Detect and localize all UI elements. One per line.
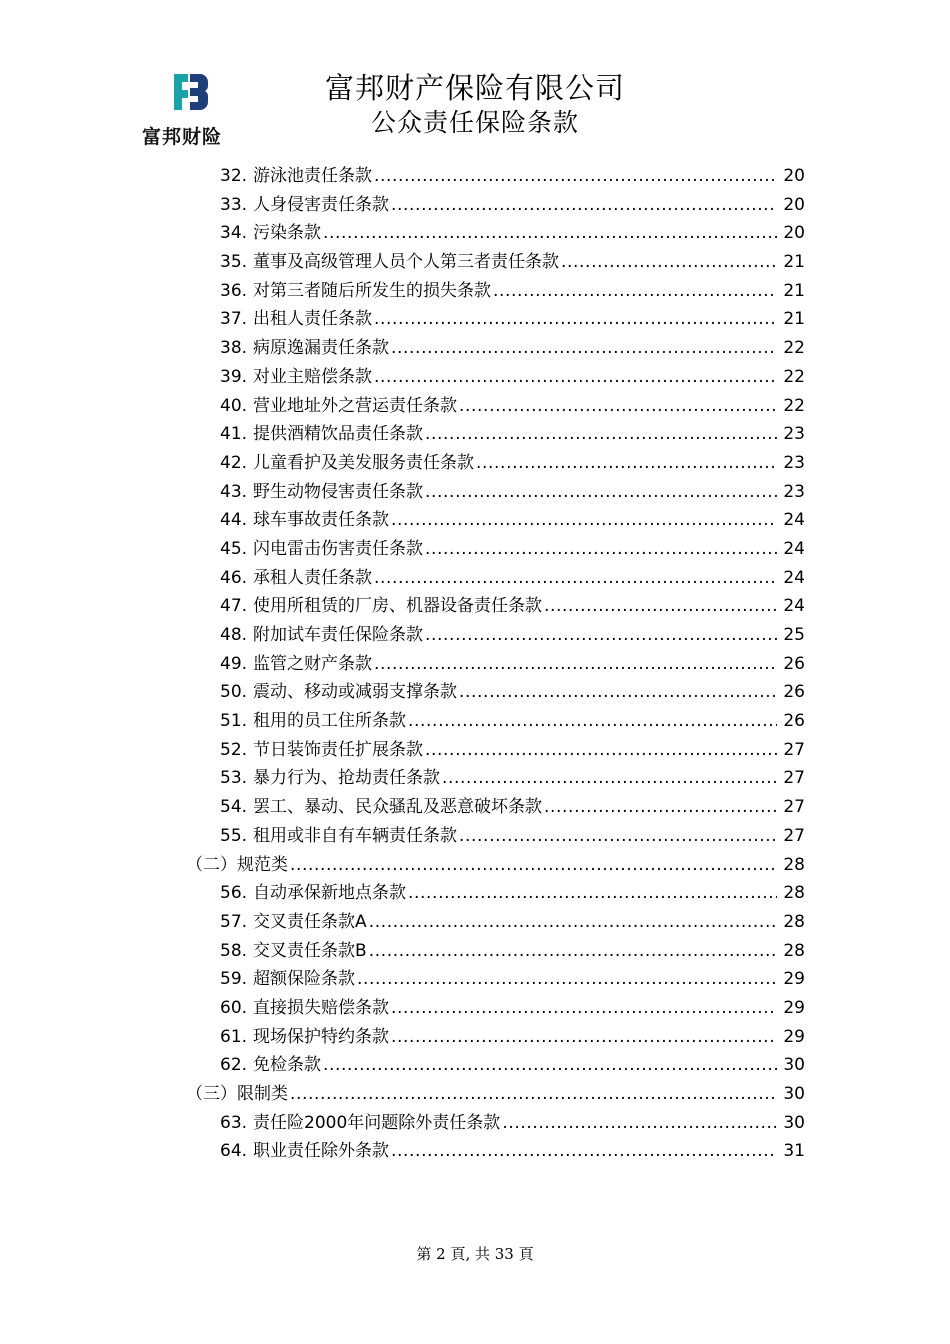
toc-entry[interactable] [0,994,950,1023]
toc-entry-page: 27 [783,768,805,789]
toc-entry-page: 24 [783,538,805,559]
toc-entry-label: 租用的员工住所条款 [253,711,407,732]
toc-dot-leader [290,851,777,880]
toc-entry[interactable] [0,764,950,793]
toc-entry[interactable] [0,650,950,679]
toc-entry-page: 30 [783,1084,805,1104]
document-title: 公众责任保险条款 [370,108,579,137]
toc-dot-leader [459,822,777,851]
toc-entry-page: 30 [783,1112,805,1133]
toc-dot-leader [391,1023,777,1052]
toc-entry-number: 54. [220,797,248,818]
toc-entry-label: （三）限制类 [186,1084,288,1104]
toc-entry-page: 24 [783,510,805,531]
toc-entry[interactable] [0,1080,950,1109]
toc-entry[interactable] [0,736,950,765]
toc-entry-number: 41. [220,424,248,445]
toc-entry-page: 27 [783,739,805,760]
toc-entry-page: 22 [783,395,805,416]
toc-entry-number: 56. [220,883,248,904]
toc-entry-label: （二）规范类 [186,854,288,875]
toc-entry[interactable] [0,449,950,478]
toc-dot-leader [502,1109,777,1138]
toc-entry-page: 31 [783,1141,805,1162]
toc-entry-number: 33. [220,194,248,215]
toc-dot-leader [459,392,777,421]
toc-entry[interactable] [0,277,950,306]
toc-entry[interactable] [0,908,950,937]
toc-dot-leader [408,879,777,908]
toc-entry-label: 监管之财产条款 [253,653,373,674]
toc-entry-number: 48. [220,625,248,645]
toc-dot-leader [561,248,777,277]
toc-entry-label: 对第三者随后所发生的损失条款 [253,280,492,301]
toc-entry-number: 42. [220,452,248,473]
toc-dot-leader [425,535,777,564]
toc-dot-leader [391,994,777,1023]
toc-entry-number: 62. [220,1055,248,1076]
toc-entry-page: 26 [783,653,805,674]
toc-entry-page: 28 [783,883,805,904]
toc-entry-page: 22 [783,338,805,359]
toc-entry-number: 49. [220,653,248,674]
toc-dot-leader [544,592,777,621]
toc-dot-leader [374,162,777,191]
toc-entry[interactable] [0,162,950,191]
toc-entry-page: 20 [783,223,805,244]
toc-dot-leader [425,420,777,449]
toc-entry-number: 44. [220,510,248,531]
toc-entry-label: 出租人责任条款 [253,309,373,330]
toc-dot-leader [425,478,777,507]
toc-entry[interactable] [0,965,950,994]
toc-entry[interactable] [0,219,950,248]
toc-dot-leader [323,219,777,248]
toc-dot-leader [374,564,777,593]
toc-entry-label: 野生动物侵害责任条款 [253,481,424,502]
toc-dot-leader [374,650,777,679]
toc-entry[interactable] [0,1051,950,1080]
toc-entry[interactable] [0,1023,950,1052]
toc-entry-page: 25 [783,625,805,645]
toc-entry-label: 直接损失赔偿条款 [253,997,390,1018]
toc-entry-page: 28 [783,940,805,961]
toc-entry-page: 26 [783,682,805,703]
toc-entry-page: 24 [783,567,805,588]
toc-entry-number: 53. [220,768,248,789]
toc-entry[interactable] [0,851,950,880]
toc-entry[interactable] [0,707,950,736]
toc-entry-number: 59. [220,969,248,990]
toc-entry-label: 附加试车责任保险条款 [253,625,424,645]
toc-entry-number: 43. [220,481,248,502]
toc-entry-label: 超额保险条款 [253,969,356,990]
toc-entry[interactable] [0,363,950,392]
toc-entry[interactable] [0,248,950,277]
toc-entry[interactable] [0,305,950,334]
toc-entry[interactable] [0,535,950,564]
toc-entry-page: 23 [783,481,805,502]
toc-entry-label: 交叉责任条款B [253,940,367,961]
toc-entry[interactable] [0,564,950,593]
toc-entry-number: 45. [220,538,248,559]
toc-entry-label: 租用或非自有车辆责任条款 [253,825,458,846]
toc-entry-label: 责任险2000年问题除外责任条款 [253,1112,501,1133]
toc-dot-leader [369,908,777,937]
page-footer: 第 2 頁, 共 33 頁 [416,1245,534,1263]
toc-entry-page: 30 [783,1055,805,1076]
toc-entry-number: 60. [220,997,248,1018]
toc-entry-page: 29 [783,997,805,1018]
toc-entry-label: 罢工、暴动、民众骚乱及恶意破坏条款 [253,797,543,818]
toc-entry[interactable] [0,793,950,822]
toc-dot-leader [374,305,777,334]
toc-entry[interactable] [0,879,950,908]
toc-dot-leader [391,334,777,363]
toc-entry-number: 61. [220,1026,248,1047]
toc-entry-label: 污染条款 [253,223,322,244]
toc-entry-page: 26 [783,711,805,732]
toc-entry-label: 球车事故责任条款 [253,510,390,531]
toc-entry-number: 55. [220,825,248,846]
company-name: 富邦财产保险有限公司 [324,71,625,105]
toc-entry[interactable] [0,592,950,621]
toc-entry[interactable] [0,420,950,449]
toc-entry-number: 51. [220,711,248,732]
toc-dot-leader [459,678,777,707]
toc-entry-label: 病原逸漏责任条款 [253,338,390,359]
toc-entry-page: 23 [783,424,805,445]
toc-dot-leader [357,965,777,994]
toc-entry-label: 现场保护特约条款 [253,1026,390,1047]
toc-entry-number: 47. [220,596,248,617]
toc-entry[interactable] [0,937,950,966]
toc-entry-label: 儿童看护及美发服务责任条款 [253,452,475,473]
toc-entry-number: 34. [220,223,248,244]
toc-entry-page: 20 [783,166,805,186]
toc-entry-page: 28 [783,911,805,932]
toc-dot-leader [493,277,777,306]
toc-entry-page: 21 [783,280,805,301]
toc-entry-number: 63. [220,1112,248,1133]
toc-entry-page: 27 [783,797,805,818]
toc-dot-leader [391,191,777,220]
toc-entry-number: 32. [220,166,248,186]
toc-entry-page: 21 [783,309,805,330]
toc-entry-number: 50. [220,682,248,703]
toc-entry-label: 闪电雷击伤害责任条款 [253,538,424,559]
toc-entry-number: 37. [220,309,248,330]
toc-entry-page: 29 [783,1026,805,1047]
toc-entry-number: 57. [220,911,248,932]
toc-entry-label: 免检条款 [253,1055,322,1076]
toc-entry[interactable] [0,822,950,851]
toc-entry-label: 自动承保新地点条款 [253,883,407,904]
toc-entry-label: 职业责任除外条款 [253,1141,390,1162]
toc-entry-page: 22 [783,366,805,387]
toc-entry-page: 29 [783,969,805,990]
toc-dot-leader [425,736,777,765]
toc-dot-leader [442,764,777,793]
toc-entry[interactable] [0,678,950,707]
toc-entry-page: 24 [783,596,805,617]
page-header [0,0,950,160]
toc-dot-leader [476,449,777,478]
toc-entry-label: 震动、移动或减弱支撑条款 [253,682,458,703]
toc-entry[interactable] [0,392,950,421]
table-of-contents [0,162,950,1166]
toc-dot-leader [369,937,777,966]
toc-dot-leader [374,363,777,392]
toc-entry-number: 39. [220,366,248,387]
toc-entry-page: 23 [783,452,805,473]
toc-entry-label: 节日装饰责任扩展条款 [253,739,424,760]
toc-entry[interactable] [0,1109,950,1138]
toc-entry[interactable] [0,1137,950,1166]
toc-entry-number: 64. [220,1141,248,1162]
toc-dot-leader [391,1137,777,1166]
toc-dot-leader [323,1051,777,1080]
toc-entry[interactable] [0,621,950,650]
toc-entry[interactable] [0,506,950,535]
toc-entry-label: 董事及高级管理人员个人第三者责任条款 [253,252,560,273]
toc-entry-label: 使用所租赁的厂房、机器设备责任条款 [253,596,543,617]
toc-entry-page: 28 [783,854,805,875]
toc-entry[interactable] [0,334,950,363]
toc-entry-label: 暴力行为、抢劫责任条款 [253,768,441,789]
toc-dot-leader [425,621,777,650]
toc-dot-leader [290,1080,777,1109]
toc-dot-leader [391,506,777,535]
toc-entry-label: 营业地址外之营运责任条款 [253,395,458,416]
toc-dot-leader [408,707,777,736]
toc-entry-label: 承租人责任条款 [253,567,373,588]
toc-entry-page: 21 [783,252,805,273]
toc-dot-leader [544,793,777,822]
toc-entry-page: 20 [783,194,805,215]
toc-entry-number: 35. [220,252,248,273]
toc-entry-page: 27 [783,825,805,846]
toc-entry[interactable] [0,191,950,220]
toc-entry-number: 52. [220,739,248,760]
toc-entry-number: 36. [220,280,248,301]
toc-entry[interactable] [0,478,950,507]
toc-entry-label: 游泳池责任条款 [253,166,373,186]
toc-entry-number: 38. [220,338,248,359]
toc-entry-label: 对业主赔偿条款 [253,366,373,387]
logo-text: 富邦财险 [142,126,223,148]
toc-entry-number: 40. [220,395,248,416]
toc-entry-label: 交叉责任条款A [253,911,367,932]
toc-entry-label: 提供酒精饮品责任条款 [253,424,424,445]
toc-entry-number: 58. [220,940,248,961]
toc-entry-number: 46. [220,567,248,588]
toc-entry-label: 人身侵害责任条款 [253,194,390,215]
